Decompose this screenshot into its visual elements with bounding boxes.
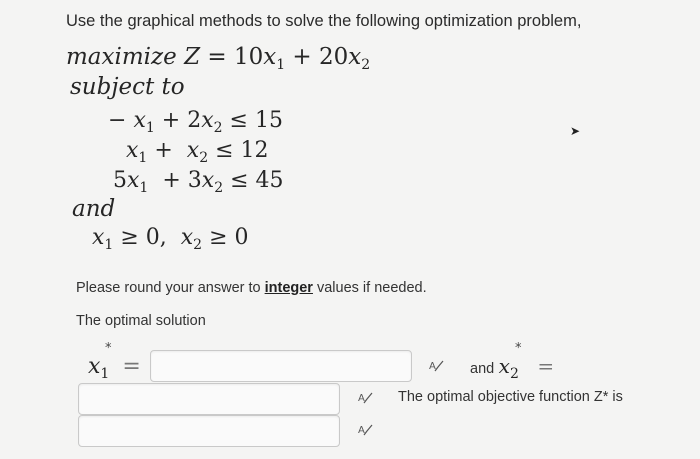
nonneg-constraint: $x_1 \ge 0$, $x_2 \ge 0$ — [92, 225, 249, 253]
svg-text:A: A — [358, 393, 365, 404]
x1-spellcheck-icon[interactable] — [428, 358, 444, 374]
integer-emphasis: integer — [264, 280, 313, 296]
x1-label: $x_1$ = — [88, 354, 141, 382]
z-label: The optimal objective function Z* is — [398, 389, 623, 405]
z-spellcheck-icon[interactable] — [357, 422, 373, 438]
x2-input[interactable] — [78, 383, 340, 415]
problem-intro: Use the graphical methods to solve the following optimization problem, — [66, 12, 582, 30]
constraint-1: − $x_1 + 2x_2 \le 15$ — [108, 108, 283, 136]
constraint-2: $x_1 + x_2 \le 12$ — [126, 138, 269, 166]
objective-keyword: maximize — [66, 44, 177, 70]
round-note: Please round your answer to integer values if needed. — [76, 280, 427, 296]
mouse-cursor-icon: ➤ — [570, 124, 581, 138]
x1-input[interactable] — [150, 350, 412, 382]
optimal-solution-label: The optimal solution — [76, 313, 206, 329]
svg-text:A: A — [429, 361, 436, 372]
constraint-3: $5x_1 + 3x_2 \le 45$ — [113, 168, 284, 196]
x2-spellcheck-icon[interactable] — [357, 390, 373, 406]
x1-star: * — [105, 341, 112, 356]
x2-label: and $x_2$ = — [470, 354, 555, 382]
and-label: and — [72, 196, 116, 222]
svg-text:A: A — [358, 425, 365, 436]
objective-line: maximize $Z = 10x_1 + 20x_2$ — [66, 44, 371, 73]
z-input[interactable] — [78, 415, 340, 447]
x2-star: * — [515, 341, 522, 356]
subject-to-label: subject to — [70, 74, 185, 100]
